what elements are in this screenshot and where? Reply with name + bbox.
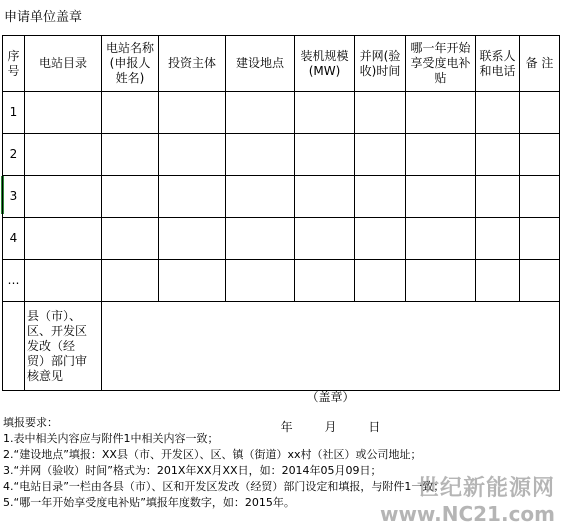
col-header-station-name: 电站名称 (申报人 姓名): [102, 36, 159, 92]
table-cell[interactable]: [520, 134, 560, 176]
table-cell[interactable]: [102, 134, 159, 176]
col-header-location: 建设地点: [226, 36, 295, 92]
table-cell[interactable]: [406, 260, 476, 302]
col-header-grid-time: 并网(验 收)时间: [355, 36, 406, 92]
review-opinion-area[interactable]: [102, 302, 560, 434]
col-header-contact: 联系人 和电话: [476, 36, 520, 92]
table-cell[interactable]: [226, 218, 295, 260]
table-cell[interactable]: [25, 134, 102, 176]
table-cell[interactable]: [476, 176, 520, 218]
filling-requirements: [3, 415, 444, 511]
col-header-investor: 投资主体: [159, 36, 226, 92]
table-cell[interactable]: [355, 92, 406, 134]
table-cell[interactable]: [25, 176, 102, 218]
table-cell[interactable]: [355, 260, 406, 302]
table-cell[interactable]: [226, 260, 295, 302]
table-row: [3, 176, 560, 218]
table-cell[interactable]: [520, 260, 560, 302]
col-header-subsidy-year: 哪一年开始 享受度电补 贴: [406, 36, 476, 92]
seal-text: （盖章）: [306, 390, 355, 404]
table-cell[interactable]: [476, 92, 520, 134]
table-row: [3, 260, 560, 302]
table-cell[interactable]: [102, 218, 159, 260]
table-cell[interactable]: [25, 92, 102, 134]
table-cell[interactable]: [25, 260, 102, 302]
row-index: …: [3, 260, 25, 302]
row-index: 2: [3, 134, 25, 176]
month-label: 月: [324, 420, 337, 434]
row-index: 1: [3, 92, 25, 134]
table-header-row: [3, 36, 560, 92]
table-cell[interactable]: [295, 260, 355, 302]
table-cell[interactable]: [159, 134, 226, 176]
table-cell[interactable]: [355, 134, 406, 176]
table-cell[interactable]: [226, 176, 295, 218]
table-cell[interactable]: [226, 134, 295, 176]
table-cell[interactable]: [102, 92, 159, 134]
note-item-1: 1.表中相关内容应与附件1中相关内容一致；: [3, 432, 219, 445]
table-cell[interactable]: [355, 176, 406, 218]
table-cell[interactable]: [520, 92, 560, 134]
table-cell[interactable]: [355, 218, 406, 260]
table-cell[interactable]: [295, 134, 355, 176]
review-spacer: [3, 302, 25, 391]
table-cell[interactable]: [406, 134, 476, 176]
notes-title: 填报要求：: [3, 416, 58, 429]
table-cell[interactable]: [295, 92, 355, 134]
site-watermark: [380, 471, 555, 526]
row-index: 4: [3, 218, 25, 260]
watermark-name: 世纪新能源网: [416, 476, 555, 501]
table-cell[interactable]: [159, 218, 226, 260]
table-cell[interactable]: [102, 260, 159, 302]
applicant-seal-label: 申请单位盖章: [4, 10, 83, 25]
col-header-capacity: 装机规模 (MW): [295, 36, 355, 92]
table-cell[interactable]: [25, 218, 102, 260]
review-row: [3, 302, 560, 391]
watermark-url: www.NC21.com: [379, 502, 555, 526]
note-item-5: 5.“哪一年开始享受度电补贴”填报年度数字，如：2015年。: [3, 496, 295, 509]
table-cell[interactable]: [476, 218, 520, 260]
table-cell[interactable]: [476, 260, 520, 302]
table-cell[interactable]: [159, 92, 226, 134]
table-cell[interactable]: [295, 218, 355, 260]
table-cell[interactable]: [226, 92, 295, 134]
col-header-station-directory: 电站目录: [25, 36, 102, 92]
table-cell[interactable]: [406, 92, 476, 134]
table-row: [3, 218, 560, 260]
table-cell[interactable]: [406, 176, 476, 218]
table-row: [3, 92, 560, 134]
table-cell[interactable]: [102, 176, 159, 218]
note-item-2: 2.“建设地点”填报：XX县（市、开发区）、区、镇（街道）xx村（社区）或公司地址；: [3, 448, 422, 461]
table-cell[interactable]: [520, 176, 560, 218]
table-cell[interactable]: [159, 260, 226, 302]
col-header-index: 序 号: [3, 36, 25, 92]
table-row: [3, 134, 560, 176]
review-label: 县（市）、 区、开发区 发改（经 贸）部门审 核意见: [25, 302, 102, 391]
note-item-4: 4.“电站目录”一栏由各县（市）、区和开发区发改（经贸）部门设定和填报，与附件1一致；: [3, 480, 445, 493]
day-label: 日: [368, 420, 381, 434]
col-header-remarks: 备 注: [520, 36, 560, 92]
row-index: 3: [3, 176, 25, 218]
table-cell[interactable]: [406, 218, 476, 260]
table-cell[interactable]: [476, 134, 520, 176]
note-item-3: 3.“并网（验收）时间”格式为：201X年XX月XX日，如：2014年05月09日；: [3, 464, 382, 477]
table-cell[interactable]: [295, 176, 355, 218]
year-label: 年: [280, 420, 293, 434]
table-cell[interactable]: [159, 176, 226, 218]
table-cell[interactable]: [520, 218, 560, 260]
